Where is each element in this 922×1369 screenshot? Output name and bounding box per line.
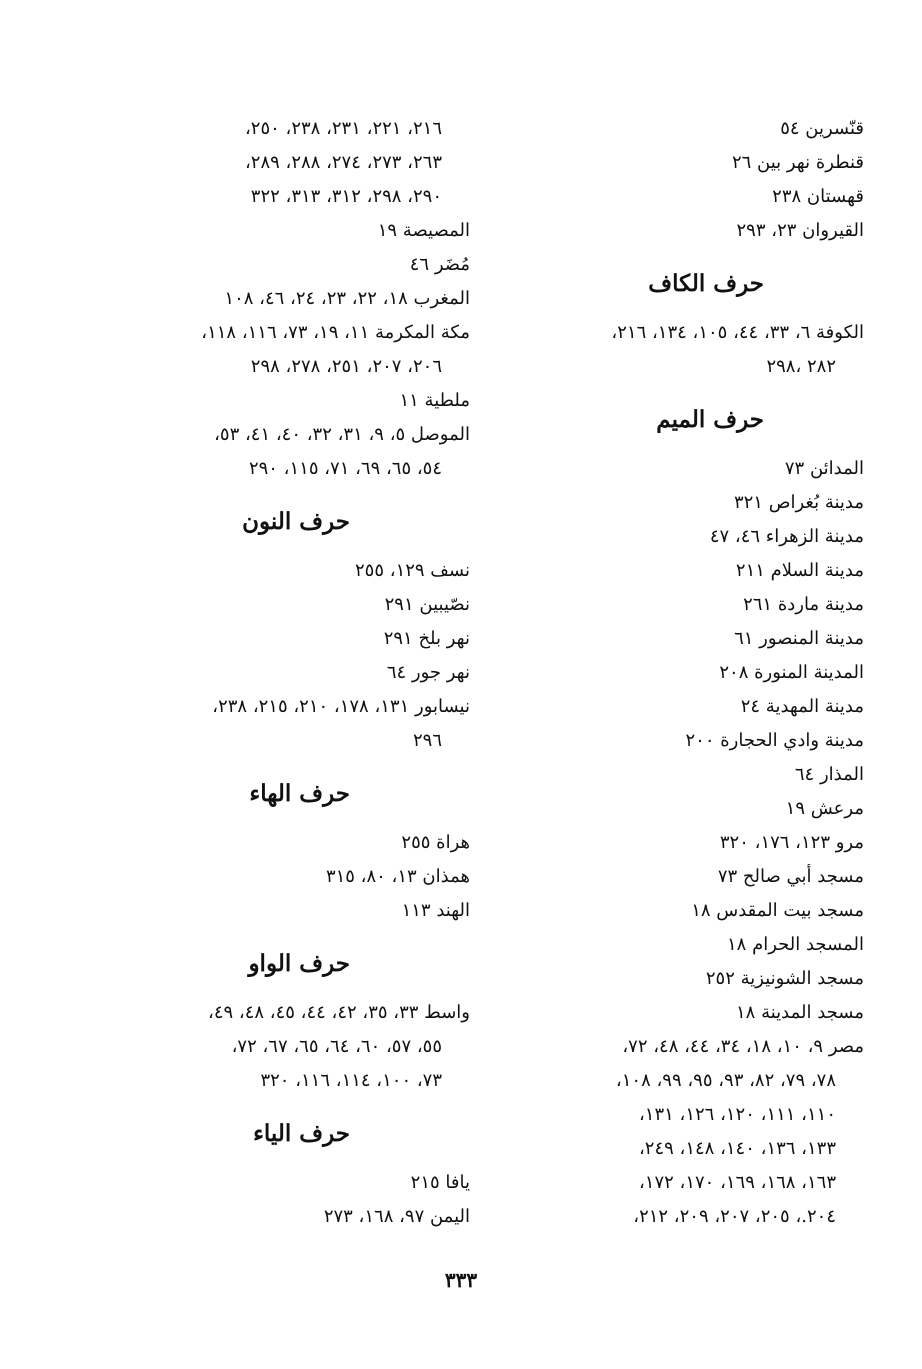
index-column-right <box>514 112 864 1234</box>
index-entry-continuation: ٥٤، ٦٥، ٦٩، ٧١، ١١٥، ٢٩٠ <box>248 458 442 479</box>
section-heading: حرف النون <box>242 508 350 535</box>
index-entry: مسجد الشونيزية ٢٥٢ <box>705 968 864 989</box>
section-heading: حرف الكاف <box>648 270 764 297</box>
index-entry: مسجد بيت المقدس ١٨ <box>691 900 864 921</box>
index-entry: مُضَر ٤٦ <box>409 254 470 275</box>
index-entry-continuation: ٧٣، ١٠٠، ١١٤، ١١٦، ٣٢٠ <box>260 1070 442 1091</box>
index-entry: المدائن ٧٣ <box>784 458 864 479</box>
index-entry: المصيصة ١٩ <box>377 220 470 241</box>
index-entry: قهستان ٢٣٨ <box>772 186 864 207</box>
index-entry: القيروان ٢٣، ٢٩٣ <box>736 220 864 241</box>
index-entry-continuation: ٢٠٦، ٢٠٧، ٢٥١، ٢٧٨، ٢٩٨ <box>250 356 442 377</box>
index-entry: مكة المكرمة ١١، ١٩، ٧٣، ١١٦، ١١٨، <box>201 322 470 343</box>
index-entry: اليمن ٩٧، ١٦٨، ٢٧٣ <box>323 1206 470 1227</box>
index-entry: نصّيبين ٢٩١ <box>384 594 470 615</box>
index-entry-continuation: ٢٩٦ <box>412 730 442 751</box>
index-entry: هراة ٢٥٥ <box>401 832 470 853</box>
index-entry: يافا ٢١٥ <box>410 1172 470 1193</box>
index-entry: الكوفة ٦، ٣٣، ٤٤، ١٠٥، ١٣٤، ٢١٦، <box>611 322 864 343</box>
index-entry-continuation: ١٣٣، ١٣٦، ١٤٠، ١٤٨، ٢٤٩، <box>638 1138 836 1159</box>
index-entry: واسط ٣٣، ٣٥، ٤٢، ٤٤، ٤٥، ٤٨، ٤٩، <box>208 1002 470 1023</box>
index-entry: مصر ٩، ١٠، ١٨، ٣٤، ٤٤، ٤٨، ٧٢، <box>622 1036 864 1057</box>
index-entry-continuation: ٧٨، ٧٩، ٨٢، ٩٣، ٩٥، ٩٩، ١٠٨، <box>615 1070 836 1091</box>
index-entry: مدينة السلام ٢١١ <box>735 560 864 581</box>
index-entry: نيسابور ١٣١، ١٧٨، ٢١٠، ٢١٥، ٢٣٨، <box>212 696 470 717</box>
index-entry: نسف ١٢٩، ٢٥٥ <box>355 560 470 581</box>
page-number: ٣٣٣ <box>444 1268 478 1292</box>
index-entry-continuation: ٢١٦، ٢٢١، ٢٣١، ٢٣٨، ٢٥٠، <box>244 118 442 139</box>
index-entry-continuation: ٥٥، ٥٧، ٦٠، ٦٤، ٦٥، ٦٧، ٧٢، <box>231 1036 442 1057</box>
section-heading: حرف الياء <box>253 1120 350 1147</box>
index-entry: نهر جور ٦٤ <box>386 662 470 683</box>
index-entry: مدينة المنصور ٦١ <box>734 628 864 649</box>
index-entry: المسجد الحرام ١٨ <box>727 934 864 955</box>
index-entry: مسجد المدينة ١٨ <box>736 1002 864 1023</box>
index-entry: مرعش ١٩ <box>785 798 864 819</box>
index-entry: قنّسرين ٥٤ <box>780 118 864 139</box>
index-entry: نهر بلخ ٢٩١ <box>383 628 470 649</box>
index-entry: المدينة المنورة ٢٠٨ <box>719 662 864 683</box>
section-heading: حرف الهاء <box>249 780 350 807</box>
index-entry: مدينة بُغراص ٣٢١ <box>733 492 864 513</box>
index-entry: مدينة الزهراء ٤٦، ٤٧ <box>709 526 864 547</box>
index-entry-continuation: ٢٩٠، ٢٩٨، ٣١٢، ٣١٣، ٣٢٢ <box>250 186 442 207</box>
index-entry-continuation: ٢٠٤.، ٢٠٥، ٢٠٧، ٢٠٩، ٢١٢، <box>633 1206 836 1227</box>
index-entry: مرو ١٢٣، ١٧٦، ٣٢٠ <box>719 832 864 853</box>
index-entry: همذان ١٣، ٨٠، ٣١٥ <box>325 866 470 887</box>
index-entry: الموصل ٥، ٩، ٣١، ٣٢، ٤٠، ٤١، ٥٣، <box>214 424 470 445</box>
index-entry: المغرب ١٨، ٢٢، ٢٣، ٢٤، ٤٦، ١٠٨ <box>224 288 470 309</box>
index-entry-continuation: ٢٨٢ ،٢٩٨ <box>766 356 836 377</box>
index-entry: مدينة وادي الحجارة ٢٠٠ <box>685 730 864 751</box>
index-entry: قنطرة نهر بين ٢٦ <box>731 152 864 173</box>
index-entry: المذار ٦٤ <box>794 764 864 785</box>
index-entry-continuation: ١١٠، ١١١، ١٢٠، ١٢٦، ١٣١، <box>638 1104 836 1125</box>
index-entry-continuation: ٢٦٣، ٢٧٣، ٢٧٤، ٢٨٨، ٢٨٩، <box>244 152 442 173</box>
section-heading: حرف الميم <box>656 406 764 433</box>
index-entry: الهند ١١٣ <box>401 900 470 921</box>
index-entry-continuation: ١٦٣، ١٦٨، ١٦٩، ١٧٠، ١٧٢، <box>638 1172 836 1193</box>
index-entry: مسجد أبي صالح ٧٣ <box>717 866 864 887</box>
index-column-left <box>118 112 470 1234</box>
index-entry: مدينة المهدية ٢٤ <box>740 696 864 717</box>
section-heading: حرف الواو <box>248 950 350 977</box>
index-entry: ملطية ١١ <box>399 390 470 411</box>
index-entry: مدينة ماردة ٢٦١ <box>743 594 864 615</box>
